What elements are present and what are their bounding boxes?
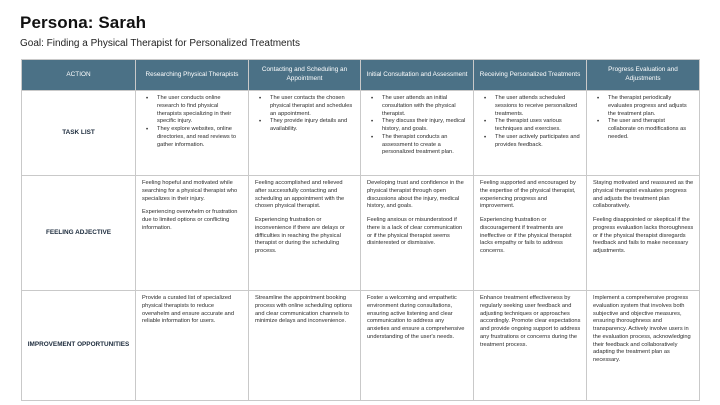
task-bullet: • They provide injury details and availability.: [270, 118, 355, 134]
task-bullet: • The user attends an initial consultation with the physical therapist.: [382, 95, 468, 118]
feeling-text: Experiencing overwhelm or frustration due to limited options or conflicting information.: [142, 209, 238, 231]
task-cell-consultation: [361, 91, 474, 176]
feeling-cell-consultation: [361, 176, 474, 291]
feeling-text: Feeling disappointed or skeptical if the progress evaluation lacks thoroughness or if the physical therapist disregards feedback and fails to make necessary adjustments.: [593, 217, 694, 254]
stage-header-contacting: Contacting and Scheduling an Appointment: [249, 60, 361, 91]
stage-header-row: [22, 60, 700, 91]
opportunity-text: Implement a comprehensive progress evaluation system that involves both subjective and objective measures, ensuring thoroughness and transparency. Actively involve users in the evaluation process, acknowledging their feedback and collaboratively adapting the treatment plan as necessary.: [593, 295, 691, 363]
persona-goal: Goal: Finding a Physical Therapist for Personalized Treatments: [20, 38, 300, 49]
feeling-cell-treatments: [474, 176, 587, 291]
task-bullet: • The user conducts online research to find physical therapists specializing in their specific injury.: [157, 95, 243, 126]
corner-header-action: ACTION: [22, 60, 136, 91]
task-bullets: [480, 95, 581, 149]
opportunity-text: Provide a curated list of specialized physical therapists to reduce overwhelm and ensure accurate and reliable information for users.: [142, 295, 235, 325]
feeling-cell-contacting: [249, 176, 361, 291]
task-bullet: • The user contacts the chosen physical therapist and schedules an appointment.: [270, 95, 355, 118]
row-label-improvement-opportunities: IMPROVEMENT OPPORTUNITIES: [22, 291, 136, 401]
task-bullets: [593, 95, 694, 142]
stage-header-evaluation: Progress Evaluation and Adjustments: [587, 60, 700, 91]
feeling-text: Feeling hopeful and motivated while searching for a physical therapist who specializes in their injury.: [142, 180, 238, 202]
opportunity-text: Foster a welcoming and empathetic environment during consultations, ensuring active listening and clear communication to address any anxieties and ensure a comprehensive understanding of the user's needs.: [367, 295, 465, 340]
page-title: Persona: Sarah: [20, 13, 147, 32]
feeling-text: Feeling anxious or misunderstood if there is a lack of clear communication or if the physical therapist seems disinterested or dismissive.: [367, 217, 463, 247]
feeling-text: Feeling supported and encouraged by the expertise of the physical therapist, experiencing progress and improvement.: [480, 180, 576, 210]
task-cell-contacting: [249, 91, 361, 176]
opportunity-cell-contacting: [249, 291, 361, 401]
task-bullet: • The therapist uses various techniques and exercises.: [495, 118, 581, 134]
task-bullets: [367, 95, 468, 157]
task-bullets: [255, 95, 355, 134]
task-bullets: [142, 95, 243, 149]
task-cell-treatments: [474, 91, 587, 176]
feeling-adjective-row: [22, 176, 700, 291]
row-label-feeling-adjective: FEELING ADJECTIVE: [22, 176, 136, 291]
journey-map-table: [21, 59, 700, 401]
task-bullet: • The therapist periodically evaluates progress and adjusts the treatment plan.: [608, 95, 694, 118]
task-cell-evaluation: [587, 91, 700, 176]
opportunity-text: Enhance treatment effectiveness by regularly seeking user feedback and adjusting techniques or approaches accordingly. Promote clear expectations and provide ongoing support to address any frustrations or concerns during the treatment process.: [480, 295, 581, 348]
task-list-row: [22, 91, 700, 176]
opportunity-cell-treatments: [474, 291, 587, 401]
opportunity-cell-evaluation: [587, 291, 700, 401]
opportunity-cell-researching: [136, 291, 249, 401]
feeling-cell-evaluation: [587, 176, 700, 291]
feeling-cell-researching: [136, 176, 249, 291]
task-bullet: • They explore websites, online directories, and read reviews to gather information.: [157, 126, 243, 149]
task-cell-researching: [136, 91, 249, 176]
task-bullet: • The user attends scheduled sessions to receive personalized treatments.: [495, 95, 581, 118]
opportunity-text: Streamline the appointment booking process with online scheduling options and clear communication channels to minimize delays and inconvenience.: [255, 295, 353, 325]
feeling-text: Developing trust and confidence in the physical therapist through open discussions about the injury, medical history, and goals.: [367, 180, 464, 210]
stage-header-treatments: Receiving Personalized Treatments: [474, 60, 587, 91]
stage-header-consultation: Initial Consultation and Assessment: [361, 60, 474, 91]
task-bullet: • The therapist conducts an assessment to create a personalized treatment plan.: [382, 134, 468, 157]
task-bullet: • The user and therapist collaborate on modifications as needed.: [608, 118, 694, 141]
feeling-text: Feeling accomplished and relieved after successfully contacting and scheduling an appointment with the chosen physical therapist.: [255, 180, 345, 210]
task-bullet: • They discuss their injury, medical history, and goals.: [382, 118, 468, 134]
feeling-text: Staying motivated and reassured as the physical therapist evaluates progress and adjusts the treatment plan collaboratively.: [593, 180, 694, 210]
stage-header-researching: Researching Physical Therapists: [136, 60, 249, 91]
task-bullet: • The user actively participates and provides feedback.: [495, 134, 581, 150]
improvement-opportunities-row: [22, 291, 700, 401]
feeling-text: Experiencing frustration or inconvenience if there are delays or difficulties in reaching the physical therapist or during the scheduling process.: [255, 217, 345, 254]
row-label-task-list: TASK LIST: [22, 91, 136, 176]
feeling-text: Experiencing frustration or discouragement if treatments are ineffective or if the physical therapist lacks empathy or fails to address concerns.: [480, 217, 572, 254]
opportunity-cell-consultation: [361, 291, 474, 401]
